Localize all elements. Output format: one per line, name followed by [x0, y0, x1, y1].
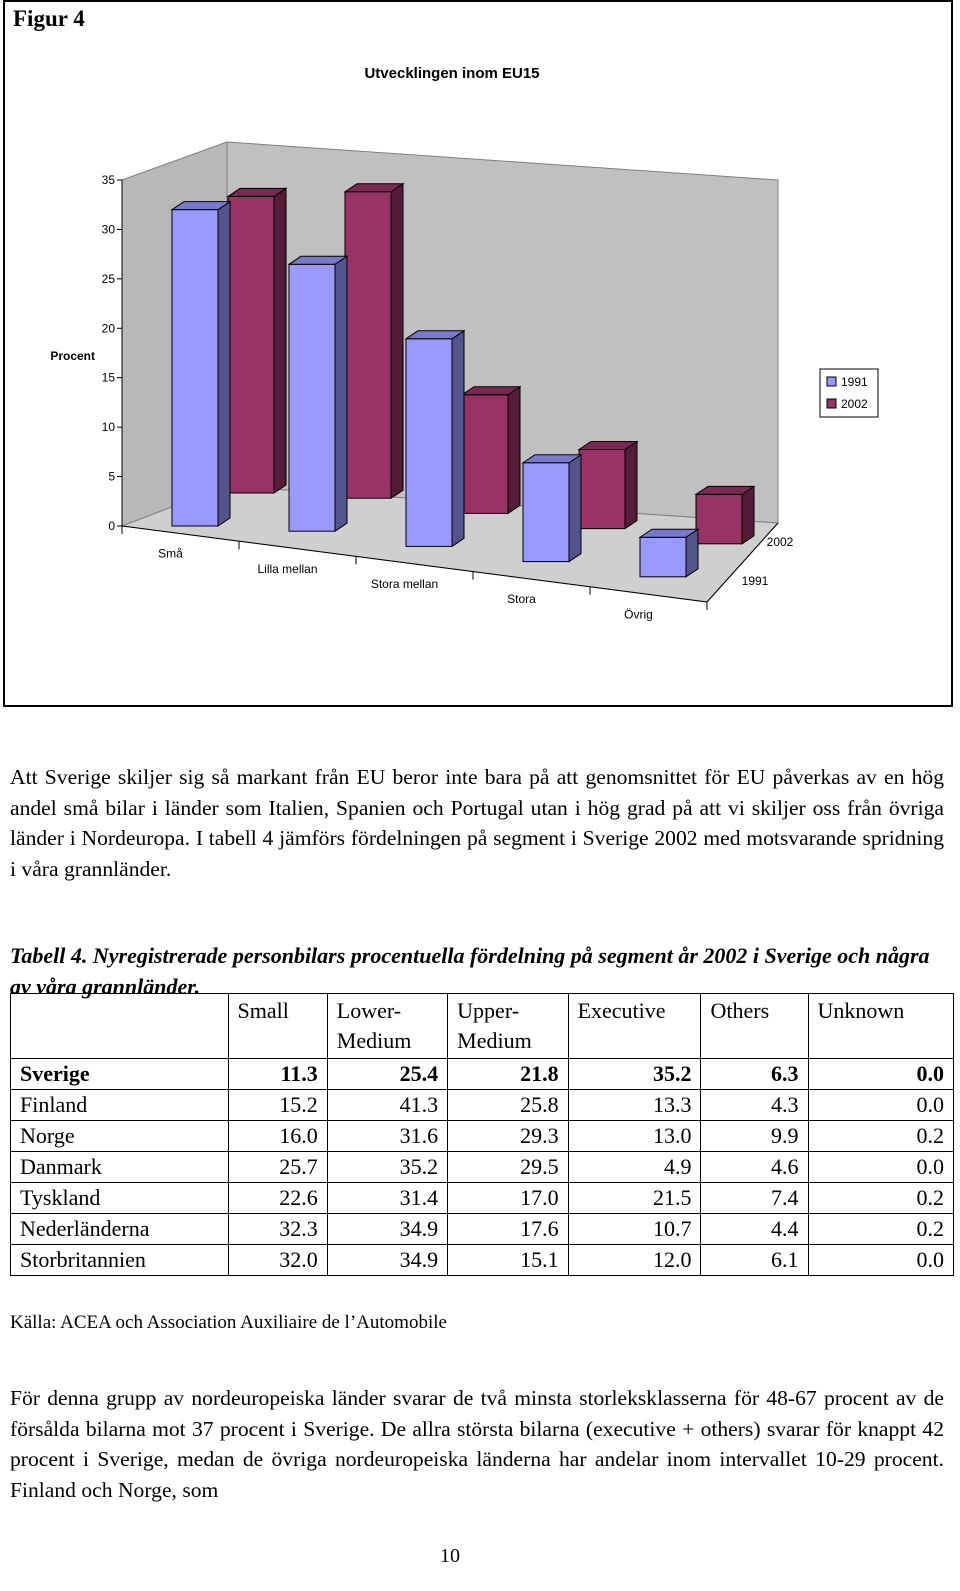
y-tick-label: 0 [108, 519, 115, 533]
table-cell: 31.4 [327, 1183, 447, 1214]
body-paragraph-1: Att Sverige skiljer sig så markant från EU beror inte bara på att genomsnittet för EU påverkas av en hög andel små bilar i länder som Italien, Spanien och Portugal utan i hög grad på att vi skiljer oss från övriga länder i Nordeuropa. I tabell 4 jämförs fördelningen på segment i Sverige 2002 med motsvarande spridning i våra grannländer. [10, 765, 944, 881]
table-header-cell: Unknown [808, 994, 953, 1059]
table-header-row [11, 994, 954, 1059]
bar-1991-2 [289, 264, 335, 531]
table-row [11, 1090, 954, 1121]
table-cell: 0.0 [808, 1090, 953, 1121]
table-cell: 6.3 [701, 1059, 808, 1090]
figure-box [3, 0, 953, 707]
table-row [11, 1245, 954, 1276]
bar-1991-1 [172, 210, 218, 526]
table-cell: 34.9 [327, 1245, 447, 1276]
figure-label: Figur 4 [13, 6, 85, 31]
bar-1991-3 [406, 339, 452, 547]
table-cell: 0.0 [808, 1245, 953, 1276]
x-tick-label: Stora mellan [370, 577, 439, 591]
table-cell: 25.8 [448, 1090, 568, 1121]
y-tick-label: 15 [101, 370, 115, 385]
bar-side [391, 184, 403, 498]
y-tick-label: 25 [101, 271, 115, 286]
table-cell: 0.2 [808, 1121, 953, 1152]
table-cell: 17.0 [448, 1183, 568, 1214]
table-cell: 13.3 [568, 1090, 701, 1121]
x-tick-label: Små [158, 546, 183, 561]
y-tick-label: 5 [108, 469, 115, 484]
table-cell: 12.0 [568, 1245, 701, 1276]
table-header-cell: Upper- Medium [448, 994, 568, 1059]
y-tick-label: 35 [101, 173, 115, 187]
table-cell: 29.5 [448, 1152, 568, 1183]
bar-side [274, 188, 286, 493]
table-cell: 29.3 [448, 1121, 568, 1152]
bar-2002-5 [696, 494, 742, 543]
bar-side [335, 256, 347, 531]
table-row [11, 1152, 954, 1183]
legend-swatch [827, 399, 836, 408]
table-header-cell [11, 994, 229, 1059]
bar-2002-3 [462, 395, 508, 514]
table-cell: 7.4 [701, 1183, 808, 1214]
legend-label: 2002 [841, 397, 868, 411]
table-row-label: Nederländerna [11, 1214, 229, 1245]
table-cell: 10.7 [568, 1214, 701, 1245]
bar-side [625, 442, 637, 529]
table-cell: 17.6 [448, 1214, 568, 1245]
table-header-cell: Executive [568, 994, 701, 1059]
table-cell: 41.3 [327, 1090, 447, 1121]
table-cell: 6.1 [701, 1245, 808, 1276]
table-cell: 4.4 [701, 1214, 808, 1245]
table-cell: 21.8 [448, 1059, 568, 1090]
bar-2002-2 [345, 192, 391, 498]
table-body [11, 1059, 954, 1276]
chart-title: Utvecklingen inom EU15 [364, 65, 540, 82]
table-cell: 4.6 [701, 1152, 808, 1183]
body-paragraph-2: För denna grupp av nordeuropeiska länder svarar de två minsta storleksklasserna för 48-67 procent av de försålda bilarna mot 37 procent i Sverige. De allra största bilarna (executive + others) svarar för knappt 42 procent i Sverige, medan de övriga nordeuropeiska länderna har andelar inom intervallet 10-29 procent. Finland och Norge, som [10, 1386, 944, 1502]
bar-2002-4 [579, 450, 625, 529]
table-cell: 0.0 [808, 1059, 953, 1090]
bar-side [508, 387, 520, 514]
table-header-cell: Small [228, 994, 327, 1059]
table-cell: 22.6 [228, 1183, 327, 1214]
bar-2002-1 [228, 196, 274, 493]
table-cell: 25.7 [228, 1152, 327, 1183]
y-tick-label: 10 [101, 420, 115, 435]
bar-side [452, 331, 464, 547]
table-cell: 4.3 [701, 1090, 808, 1121]
bar-1991-4 [523, 463, 569, 562]
table-cell: 4.9 [568, 1152, 701, 1183]
table-cell: 11.3 [228, 1059, 327, 1090]
legend-swatch [827, 377, 836, 386]
table-row-label: Storbritannien [11, 1245, 229, 1276]
table-cell: 25.4 [327, 1059, 447, 1090]
table-cell: 16.0 [228, 1121, 327, 1152]
table-cell: 21.5 [568, 1183, 701, 1214]
table-caption: Tabell 4. Nyregistrerade personbilars procentuella fördelning på segment år 2002 i Sverige och några av våra grannländer. [10, 943, 930, 999]
table-cell: 15.1 [448, 1245, 568, 1276]
segment-table [10, 993, 954, 1276]
depth-label: 2002 [766, 535, 794, 549]
bar-side [218, 202, 230, 526]
x-tick-label: Lilla mellan [257, 561, 318, 576]
table-header-cell: Others [701, 994, 808, 1059]
y-tick-label: 30 [101, 222, 115, 237]
bar-side [742, 486, 754, 543]
table-row-label: Danmark [11, 1152, 229, 1183]
table-header-cell: Lower- Medium [327, 994, 447, 1059]
table-cell: 0.0 [808, 1152, 953, 1183]
table-row [11, 1183, 954, 1214]
table-cell: 0.2 [808, 1183, 953, 1214]
table-row [11, 1121, 954, 1152]
table-cell: 0.2 [808, 1214, 953, 1245]
table-row [11, 1059, 954, 1090]
y-tick-label: 20 [101, 321, 115, 336]
table-source: Källa: ACEA och Association Auxiliaire de l’Automobile [10, 1312, 447, 1333]
bar-side [569, 455, 581, 562]
depth-label: 1991 [741, 574, 769, 588]
table-header [11, 994, 954, 1059]
table-cell: 34.9 [327, 1214, 447, 1245]
table-cell: 13.0 [568, 1121, 701, 1152]
table-cell: 35.2 [327, 1152, 447, 1183]
y-axis-label: Procent [50, 349, 95, 363]
table-cell: 9.9 [701, 1121, 808, 1152]
bar-chart [5, 2, 951, 705]
table-cell: 32.3 [228, 1214, 327, 1245]
x-tick-label: Stora [507, 592, 536, 607]
table-cell: 15.2 [228, 1090, 327, 1121]
table-row-label: Norge [11, 1121, 229, 1152]
table-row [11, 1214, 954, 1245]
table-row-label: Sverige [11, 1059, 229, 1090]
page-number: 10 [440, 1545, 460, 1567]
table-row-label: Tyskland [11, 1183, 229, 1214]
bar-1991-5 [640, 537, 686, 577]
x-tick-label: Övrig [624, 607, 653, 622]
table-row-label: Finland [11, 1090, 229, 1121]
table-cell: 32.0 [228, 1245, 327, 1276]
legend-label: 1991 [841, 375, 868, 389]
table-cell: 31.6 [327, 1121, 447, 1152]
table-cell: 35.2 [568, 1059, 701, 1090]
